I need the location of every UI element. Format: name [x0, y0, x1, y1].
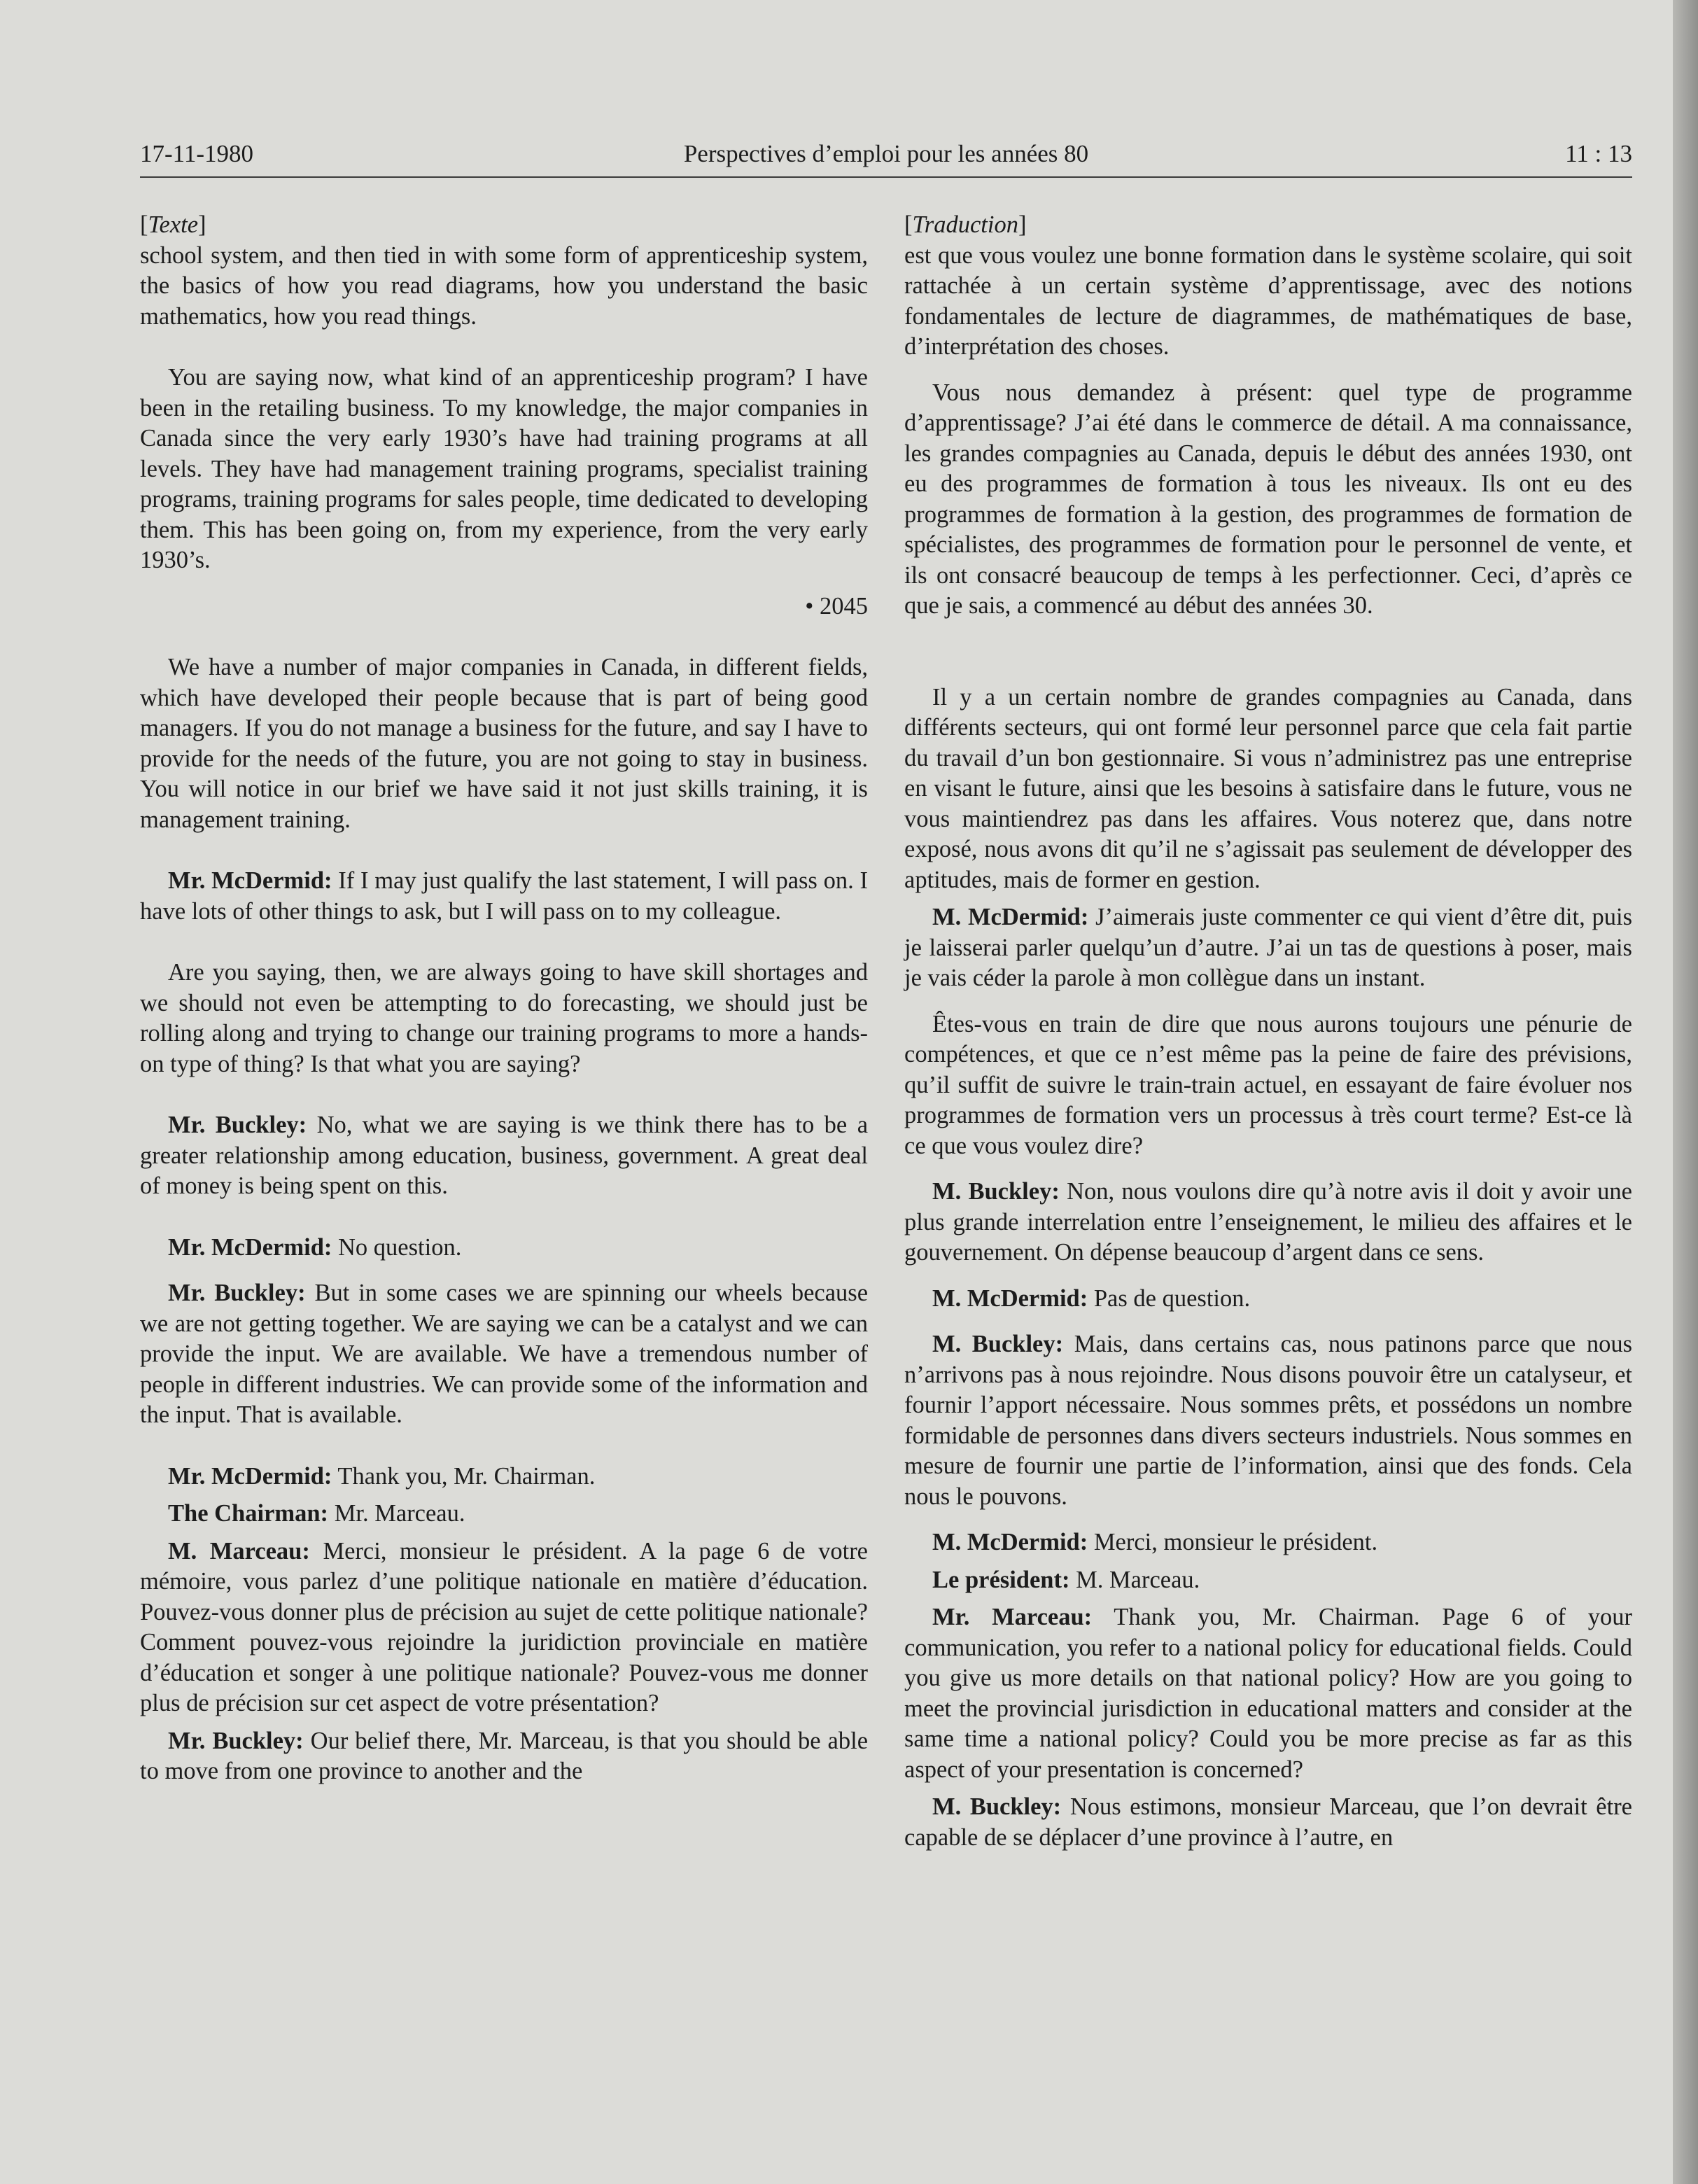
speech-text: M. Marceau. — [1069, 1566, 1200, 1593]
time-marker: • 2045 — [805, 592, 868, 620]
speaker-name: M. Buckley: — [932, 1793, 1062, 1820]
paragraph — [140, 1278, 868, 1431]
speech-text: No, what we are saying is we think there has to be a greater relationship among education, business, government. A great deal of money is being spent on this. — [140, 1112, 869, 1199]
right-column — [904, 210, 1632, 1853]
header-date: 17-11-1980 — [140, 140, 254, 167]
speaker-name: Mr. Buckley: — [168, 1280, 306, 1306]
speaker-name: The Chairman: — [168, 1500, 329, 1527]
speaker-name: M. McDermid: — [932, 1284, 1088, 1312]
speaker-name: Mr. McDermid: — [168, 1462, 332, 1490]
speaker-name: Le président: — [932, 1566, 1070, 1593]
paragraph: school system, and then tied in with some form of apprenticeship system, the basics of how you read diagrams, how you understand the basic mathematics, how you read things. — [140, 241, 868, 330]
paragraph: est que vous voulez une bonne formation dans le système scolaire, qui soit rattachée à un certain système d’apprentissage, avec des notions fondamentales de lecture de diagrammes, de mathématiques de base, d’interprétation des choses. — [904, 241, 1632, 360]
speech-text: But in some cases we are spinning our wheels because we are not getting together. We are saying we can be a catalyst and we can provide the input. We are available. We have a tremendous number of people in different industries. We can provide some of the information and the input. That is available. — [140, 1280, 869, 1428]
speech-text: Thank you, Mr. Chairman. Page 6 of your communication, you refer to a national policy for educational fields. Could you give us more details on that national policy? How are you going to meet the provincial jurisdiction in educational matters and consider at the same time a national policy? Could you be more precise as far as this aspect of your presentation is concerned? — [904, 1604, 1632, 1783]
speaker-name: M. McDermid: — [932, 904, 1089, 930]
paragraph — [140, 1726, 868, 1787]
speaker-name: Mr. Buckley: — [168, 1112, 307, 1138]
speaker-name: M. McDermid: — [932, 1529, 1088, 1555]
speech-text: Thank you, Mr. Chairman. — [332, 1462, 596, 1490]
column-label: [ Texte ] — [140, 210, 868, 241]
paragraph: You are saying now, what kind of an apprenticeship program? I have been in the retailing business. To my knowledge, the major companies in Canada since the very early 1930’s have had training programs at all levels. They have had management training programs, specialist training programs, training programs for sales people, time dedicated to developing them. This has been going on, from my experience, from the very early 1930’s. — [140, 364, 868, 573]
paragraph — [904, 1527, 1632, 1558]
paragraph: Vous nous demandez à présent: quel type de programme d’apprentissage? J’ai été dans le commerce de détail. A ma connaissance, les grandes compagnies au Canada, depuis le début des années 1930, ont eu des programmes de formation à tous les niveaux. Ils ont eu des programmes de formation à la gestion, des programmes de formation de spécialistes, des programmes de formation pour le personnel de vente, et ils ont consacré beaucoup de temps à les perfectionner. Ceci, d’après ce que je sais, a commencé au début des années 30. — [904, 379, 1632, 619]
header-rule — [140, 176, 1632, 178]
speech-text: No question. — [332, 1233, 462, 1261]
speaker-name: Mr. McDermid: — [168, 867, 332, 894]
header-page-number: 11 : 13 — [1565, 140, 1632, 167]
speech-text: If I may just qualify the last statement, I will pass on. I have lots of other things to ask, but I will pass on to my colleague. — [140, 867, 869, 925]
paragraph — [904, 1565, 1632, 1596]
speech-text: Nous estimons, monsieur Marceau, que l’on devrait être capable de se déplacer d’une province à l’autre, en — [904, 1793, 1632, 1851]
speech-text: J’aimerais juste commenter ce qui vient d’être dit, puis je laisserai parler quelqu’un d’autre. J’ai un tas de questions à poser, mais je vais céder la parole à mon collègue dans un instant. — [904, 904, 1632, 991]
paragraph — [140, 1536, 868, 1719]
paragraph — [904, 1284, 1632, 1315]
paragraph — [904, 1792, 1632, 1853]
speech-text: Mais, dans certains cas, nous patinons parce que nous n’arrivons pas à nous rejoindre. Nous disons pouvoir être un catalyseur, et fournir l’apport nécessaire. Nous sommes prêts, et possédons un nombre formidable de personnes dans divers secteurs industriels. Nous sommes en mesure de fournir une partie de l’information, ainsi que des fonds. Cela nous le pouvons. — [904, 1331, 1632, 1510]
paragraph — [140, 1233, 868, 1264]
left-column — [140, 210, 868, 1787]
header-title: Perspectives d’emploi pour les années 80 — [683, 140, 1089, 167]
speaker-name: Mr. Marceau: — [932, 1604, 1093, 1630]
paragraph: Il y a un certain nombre de grandes compagnies au Canada, dans différents secteurs, qui ont formé leur personnel parce que cela fait partie du travail d’un bon gestionnaire. Si vous n’administrez pas une entreprise en visant le future, ainsi que les besoins à satisfaire dans le future, vous ne vous maintiendrez pas dans les affaires. Vous noterez que, dans notre exposé, nous avons dit qu’il ne s’agissait pas seulement de développer des aptitudes, mais de former en gestion. — [904, 683, 1632, 893]
page-edge — [1673, 0, 1698, 2184]
paragraph: We have a number of major companies in Canada, in different fields, which have developed their people because that is part of being good managers. If you do not manage a business for the future, and say I have to provide for the needs of the future, you are not going to stay in business. You will notice in our brief we have said it not just skills training, it is management training. — [140, 654, 868, 833]
paragraph — [140, 1462, 868, 1492]
speaker-name: M. Marceau: — [168, 1537, 310, 1564]
paragraph — [140, 1110, 868, 1202]
paragraph: Are you saying, then, we are always going to have skill shortages and we should not even be attempting to do forecasting, we should just be rolling along and trying to change our training programs to more a hands-on type of thing? Is that what you are saying? — [140, 959, 868, 1077]
speech-text: Merci, monsieur le président. A la page 6 de votre mémoire, vous parlez d’une politique nationale en matière d’éducation. Pouvez-vous donner plus de précision au sujet de cette politique nationale? Comment pouvez-vous rejoindre la juridiction provinciale en matière d’éducation et songer à une politique nationale? Pouvez-vous me donner plus de précision sur cet aspect de votre présentation? — [140, 1537, 868, 1716]
speaker-name: Mr. Buckley: — [168, 1727, 304, 1754]
speaker-name: M. Buckley: — [932, 1178, 1060, 1205]
speech-text: Merci, monsieur le président. — [1088, 1529, 1378, 1555]
paragraph — [904, 1329, 1632, 1512]
paragraph — [140, 1499, 868, 1530]
paragraph — [904, 902, 1632, 994]
speaker-name: Mr. McDermid: — [168, 1233, 332, 1261]
speech-text: Non, nous voulons dire qu’à notre avis il doit y avoir une plus grande interrelation entre l’enseignement, le milieu des affaires et le gouvernement. On dépense beaucoup d’argent dans ce sens. — [904, 1178, 1632, 1266]
page-header — [140, 140, 1632, 176]
paragraph — [904, 1177, 1632, 1268]
column-label: [ Traduction ] — [904, 210, 1632, 241]
paragraph — [904, 1602, 1632, 1785]
paragraph: Êtes-vous en train de dire que nous aurons toujours une pénurie de compétences, et que ce n’est même pas la peine de faire des prévisions, qu’il suffit de suivre le train-train actuel, en essayant de faire évoluer nos programmes de formation vers un processus à très court terme? Est-ce là ce que vous voulez dire? — [904, 1010, 1632, 1159]
speaker-name: M. Buckley: — [932, 1331, 1064, 1357]
speech-text: Mr. Marceau. — [328, 1500, 465, 1527]
speech-text: Our belief there, Mr. Marceau, is that you should be able to move from one province to another and the — [140, 1727, 869, 1784]
paragraph — [140, 866, 868, 927]
speech-text: Pas de question. — [1088, 1284, 1251, 1312]
